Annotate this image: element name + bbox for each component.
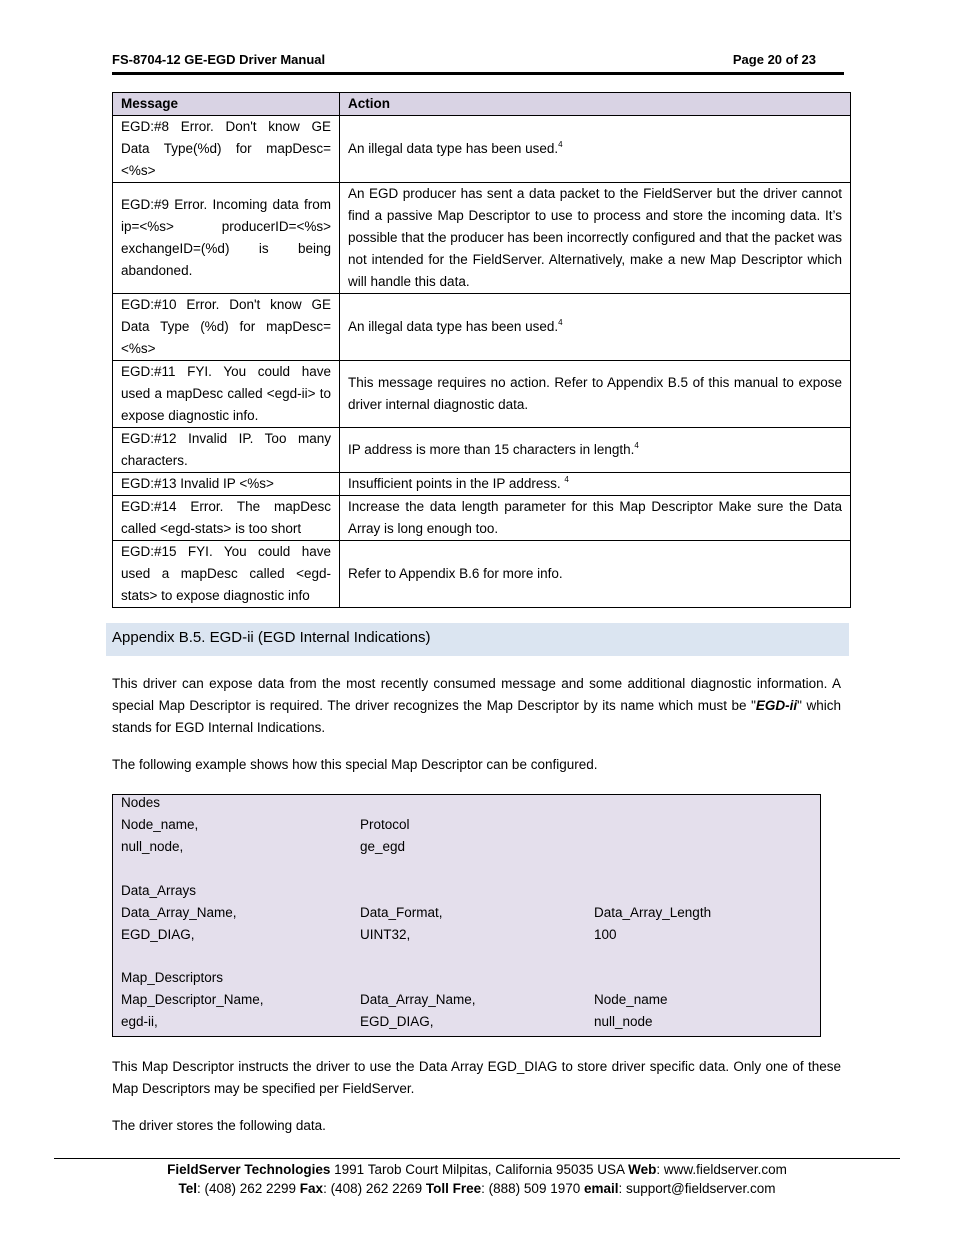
message-cell: EGD:#11 FYI. You could have used a mapDesc called <egd-ii> to expose diagnostic info. (113, 361, 340, 428)
config-node-value-2: ge_egd (360, 839, 406, 854)
action-cell (340, 361, 851, 428)
intro-paragraph (112, 673, 841, 739)
message-cell: EGD:#10 Error. Don't know GE Data Type (%d) for mapDesc=<%s> (113, 294, 340, 361)
footer-web-label: Web (628, 1162, 657, 1177)
message-cell: EGD:#8 Error. Don't know GE Data Type(%d) for mapDesc=<%s> (113, 116, 340, 183)
section-title: Appendix B.5. EGD-ii (EGD Internal Indications) (112, 629, 431, 646)
table-row (113, 541, 851, 608)
config-array-value-1: EGD_DIAG, (121, 927, 195, 942)
footer-email: : support@fieldserver.com (618, 1181, 776, 1196)
message-cell: EGD:#14 Error. The mapDesc called <egd-stats> is too short (113, 496, 340, 541)
example-paragraph: The following example shows how this special Map Descriptor can be configured. (112, 757, 598, 772)
table-row (113, 116, 851, 183)
message-column-header: Message (113, 93, 340, 116)
config-array-header-1: Data_Array_Name, (121, 905, 237, 920)
footer-tollfree-label: Toll Free (425, 1181, 482, 1196)
message-cell: EGD:#9 Error. Incoming data from ip=<%s> producerID=<%s> exchangeID=(%d) is being abandoned. (113, 183, 340, 294)
footnote-ref: 4 (634, 441, 639, 450)
stores-paragraph: The driver stores the following data. (112, 1118, 326, 1133)
action-column-header: Action (340, 93, 851, 116)
document-title: FS-8704-12 GE-EGD Driver Manual (112, 52, 326, 67)
footer-tel-label: Tel (178, 1181, 197, 1196)
action-cell (340, 496, 851, 541)
table-row (113, 361, 851, 428)
footer-tollfree: : (888) 509 1970 (481, 1181, 584, 1196)
config-mds-heading: Map_Descriptors (121, 970, 224, 985)
footer-email-label: email (583, 1181, 619, 1196)
action-text: Insufficient points in the IP address. (348, 476, 565, 491)
config-md-header-2: Data_Array_Name, (360, 992, 476, 1007)
config-example-box (112, 794, 821, 1037)
action-cell (340, 541, 851, 608)
config-md-header-1: Map_Descriptor_Name, (121, 992, 264, 1007)
config-array-value-2: UINT32, (360, 927, 411, 942)
config-node-header-2: Protocol (360, 817, 410, 832)
footer-fax-label: Fax (299, 1181, 324, 1196)
config-md-header-3: Node_name (594, 992, 668, 1007)
page-number: Page 20 of 23 (732, 52, 816, 67)
config-array-header-3: Data_Array_Length (594, 905, 712, 920)
action-text: This message requires no action. Refer to Appendix B.5 of this manual to expose driver internal diagnostic data. (348, 375, 842, 412)
action-text: Increase the data length parameter for this Map Descriptor Make sure the Data Array is long enough too. (348, 499, 842, 536)
action-text: IP address is more than 15 characters in length. (348, 442, 635, 457)
footer-fax: : (408) 262 2269 (323, 1181, 426, 1196)
config-node-value-1: null_node, (121, 839, 184, 854)
table-row (113, 428, 851, 473)
config-nodes-heading: Nodes (121, 795, 161, 810)
config-md-value-2: EGD_DIAG, (360, 1014, 434, 1029)
config-array-value-3: 100 (594, 927, 617, 942)
table-row (113, 294, 851, 361)
egd-ii-emphasis: EGD-ii (755, 698, 798, 713)
footnote-ref: 4 (564, 475, 569, 484)
message-cell: EGD:#12 Invalid IP. Too many characters. (113, 428, 340, 473)
config-md-value-3: null_node (594, 1014, 653, 1029)
header-rule (112, 72, 844, 75)
error-message-table (112, 92, 851, 608)
action-cell (340, 428, 851, 473)
intro-text-a: This driver can expose data from the most recently consumed message and some additional diagnostic information. A special Map Descriptor is required. The driver recognizes the Map Descriptor by its name which must be " (112, 676, 841, 713)
instruct-paragraph: This Map Descriptor instructs the driver to use the Data Array EGD_DIAG to store driver specific data. Only one of these Map Descriptors may be specified per FieldServer. (112, 1059, 841, 1096)
footnote-ref: 4 (558, 140, 563, 149)
footer-tel: : (408) 262 2299 (196, 1181, 300, 1196)
action-cell (340, 183, 851, 294)
footer-rule (54, 1158, 900, 1159)
action-text: An illegal data type has been used. (348, 319, 559, 334)
table-row (113, 496, 851, 541)
footer-company: FieldServer Technologies (167, 1162, 331, 1177)
footnote-ref: 4 (558, 318, 563, 327)
config-node-header-1: Node_name, (121, 817, 199, 832)
action-text: Refer to Appendix B.6 for more info. (348, 566, 563, 581)
config-md-value-1: egd-ii, (121, 1014, 158, 1029)
table-row (113, 473, 851, 496)
table-header-row (113, 93, 851, 116)
action-text: An illegal data type has been used. (348, 141, 559, 156)
message-cell: EGD:#15 FYI. You could have used a mapDesc called <egd-stats> to expose diagnostic info (113, 541, 340, 608)
action-cell (340, 294, 851, 361)
action-text: An EGD producer has sent a data packet to the FieldServer but the driver cannot find a passive Map Descriptor to use to process and store the incoming data. It’s possible that the producer has been incorrectly configured and that the packet was not intended for the FieldServer. Alternatively, make a new Map Descriptor which will handle this data. (348, 186, 842, 289)
config-arrays-heading: Data_Arrays (121, 883, 197, 898)
footer-web: : www.fieldserver.com (656, 1162, 787, 1177)
page-header (112, 52, 816, 67)
footer-address: 1991 Tarob Court Milpitas, California 95035 USA (330, 1162, 629, 1177)
section-heading (106, 623, 849, 656)
intro-text-b: " which stands for EGD Internal Indications. (112, 698, 841, 735)
table-row (113, 183, 851, 294)
footer-line-1 (0, 1162, 954, 1177)
footer-line-2 (0, 1181, 954, 1196)
message-cell: EGD:#13 Invalid IP <%s> (113, 473, 340, 496)
action-cell (340, 116, 851, 183)
action-cell (340, 473, 851, 496)
config-array-header-2: Data_Format, (360, 905, 443, 920)
